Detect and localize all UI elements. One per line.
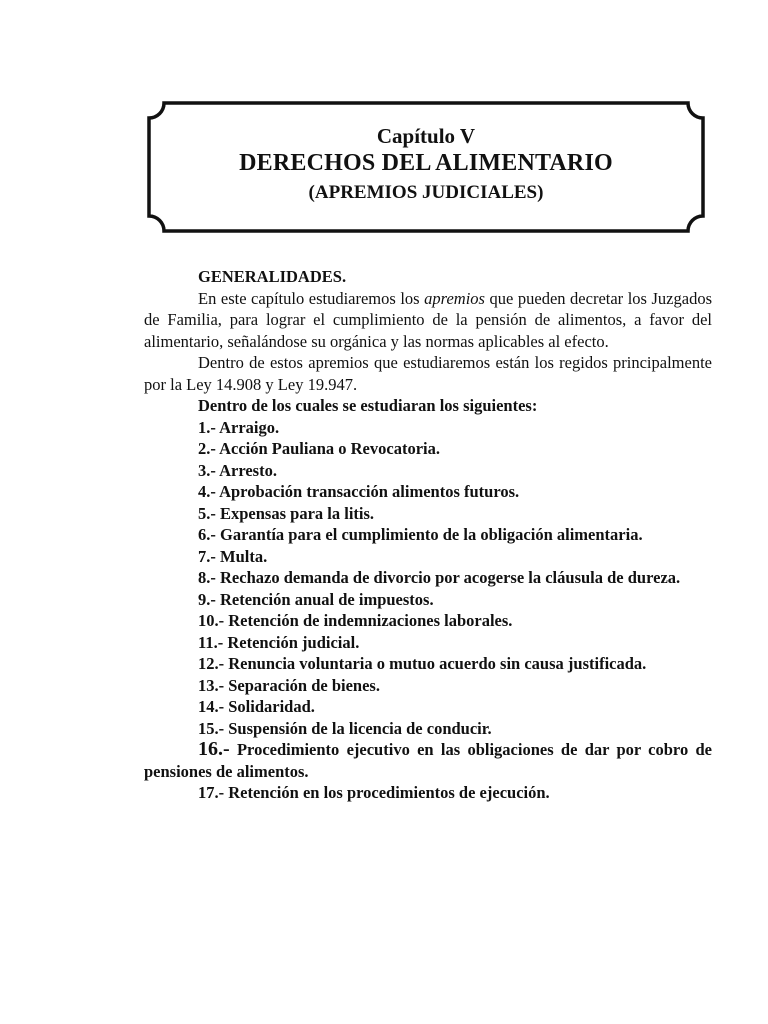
list-item-number: 17.-: [198, 783, 225, 802]
list-item: [144, 739, 712, 782]
list-item: [144, 546, 712, 568]
list-item-text: Retención judicial.: [227, 632, 360, 652]
list-item-text: Arraigo.: [219, 417, 280, 437]
chapter-subtitle: (APREMIOS JUDICIALES): [308, 182, 544, 203]
chapter-label: Capítulo V: [376, 124, 476, 148]
list-item: [144, 438, 712, 460]
list-item-number: 4.-: [198, 482, 216, 501]
list-item-text: Retención de indemnizaciones laborales.: [228, 611, 513, 630]
list-item-text: Arresto.: [219, 460, 277, 480]
list-item-text: Suspensión de la licencia de conducir.: [228, 718, 492, 738]
list-item-text: Solidaridad.: [228, 697, 315, 716]
list-item: [144, 417, 712, 439]
chapter-title-frame: [146, 100, 706, 234]
list-item-number: 2.-: [198, 439, 216, 458]
list-item: [144, 481, 712, 503]
list-item-text: Retención en los procedimientos de ejecución.: [228, 783, 550, 802]
list-item-text: Rechazo demanda de divorcio por acogerse la cláusula de dureza.: [220, 568, 681, 587]
list-item: [144, 610, 712, 632]
list-item: [144, 503, 712, 525]
paragraph-intro: [144, 288, 712, 353]
list-item-number: 1.-: [198, 417, 216, 437]
section-heading: GENERALIDADES.: [198, 267, 347, 286]
list-item: [144, 460, 712, 482]
list-item-text: Aprobación transacción alimentos futuros.: [219, 482, 520, 501]
paragraph-intro-start: En este capítulo estudiaremos los: [198, 288, 425, 308]
paragraph-laws: Dentro de estos apremios que estudiaremos están los regidos principalmente por la Ley 14.908 y Ley 19.947.: [144, 353, 712, 394]
list-item-number: 9.-: [198, 589, 216, 609]
list-item-number: 5.-: [198, 503, 216, 523]
list-item: [144, 675, 712, 697]
list-item: [144, 696, 712, 718]
list-item: [144, 589, 712, 611]
list-item-number: 11.-: [198, 632, 224, 652]
paragraph-intro-italic: apremios: [424, 288, 485, 308]
list-item-text: Renuncia voluntaria o mutuo acuerdo sin causa justificada.: [228, 654, 647, 673]
list-item-number: 10.-: [198, 611, 225, 630]
list-item-number: 6.-: [198, 525, 216, 544]
apremios-list: [144, 417, 712, 804]
body-text: [144, 266, 712, 804]
list-item: [144, 567, 712, 589]
list-intro: Dentro de los cuales se estudiaran los siguientes:: [198, 396, 538, 415]
list-item-text: Multa.: [220, 546, 268, 566]
list-item-number: 12.-: [198, 654, 225, 673]
chapter-title: DERECHOS DEL ALIMENTARIO: [239, 150, 613, 176]
list-item: [144, 653, 712, 675]
list-item-text: Retención anual de impuestos.: [220, 589, 434, 609]
list-item-number: 3.-: [198, 460, 216, 480]
list-item-number: 15.-: [198, 718, 225, 738]
list-item-text: Acción Pauliana o Revocatoria.: [219, 439, 440, 458]
list-item: [144, 632, 712, 654]
list-item: [144, 718, 712, 740]
list-item: [144, 524, 712, 546]
list-item-text: Garantía para el cumplimiento de la obligación alimentaria.: [220, 525, 643, 544]
list-item-text: Expensas para la litis.: [220, 503, 375, 523]
list-item-number: 13.-: [198, 675, 225, 695]
list-item-number: 16.-: [198, 738, 230, 760]
list-item-text: Procedimiento ejecutivo en las obligaciones de dar por cobro de pensiones de alimentos.: [144, 740, 712, 781]
list-item-number: 8.-: [198, 568, 216, 587]
list-item-number: 7.-: [198, 546, 216, 566]
list-item: [144, 782, 712, 804]
paragraph-intro-end: que pueden decretar los Juzgados de Familia, para lograr el cumplimiento de la pensión de alimentos, a favor del alimentario, señalándose su orgánica y las normas aplicables al efecto.: [144, 288, 712, 351]
list-item-text: Separación de bienes.: [228, 675, 380, 695]
list-item-number: 14.-: [198, 697, 225, 716]
